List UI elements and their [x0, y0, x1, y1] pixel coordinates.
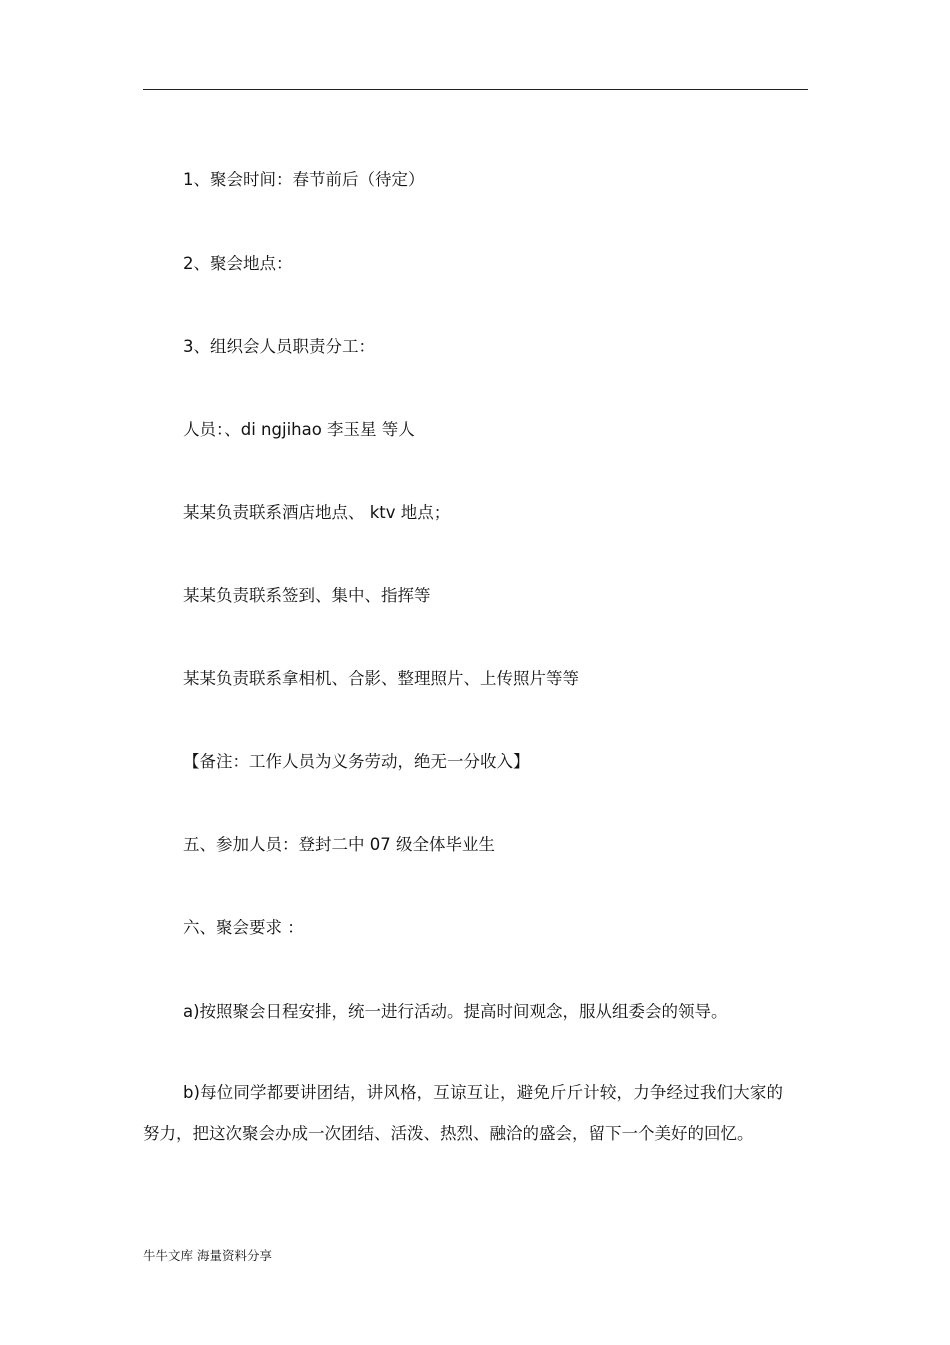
item-checkin-contact: 某某负责联系签到、集中、指挥等 — [183, 586, 431, 605]
footer-text: 牛牛文库 海量资料分享 — [143, 1248, 272, 1263]
note-volunteer: 【备注：工作人员为义务劳动，绝无一分收入】 — [183, 752, 530, 771]
header-rule — [143, 89, 808, 90]
section-participants: 五、参加人员：登封二中 07 级全体毕业生 — [183, 835, 495, 854]
item-organizer-duties: 3、组织会人员职责分工： — [183, 337, 375, 356]
item-meeting-place: 2、聚会地点： — [183, 254, 293, 273]
item-hotel-contact: 某某负责联系酒店地点、 ktv 地点； — [183, 503, 451, 522]
requirement-b: b)每位同学都要讲团结，讲风格，互谅互让，避免斤斤计较，力争经过我们大家的努力，把这次聚会办成一次团结、活泼、热烈、融洽的盛会，留下一个美好的回忆。 — [143, 1083, 783, 1143]
section-requirements: 六、聚会要求 ： — [183, 918, 304, 937]
requirement-a: a)按照聚会日程安排，统一进行活动。提高时间观念，服从组委会的领导。 — [183, 1002, 728, 1021]
item-meeting-time: 1、聚会时间：春节前后（待定） — [183, 170, 425, 189]
item-photo-contact: 某某负责联系拿相机、合影、整理照片、上传照片等等 — [183, 669, 579, 688]
item-staff: 人员：、di ngjihao 李玉星 等人 — [183, 420, 415, 439]
